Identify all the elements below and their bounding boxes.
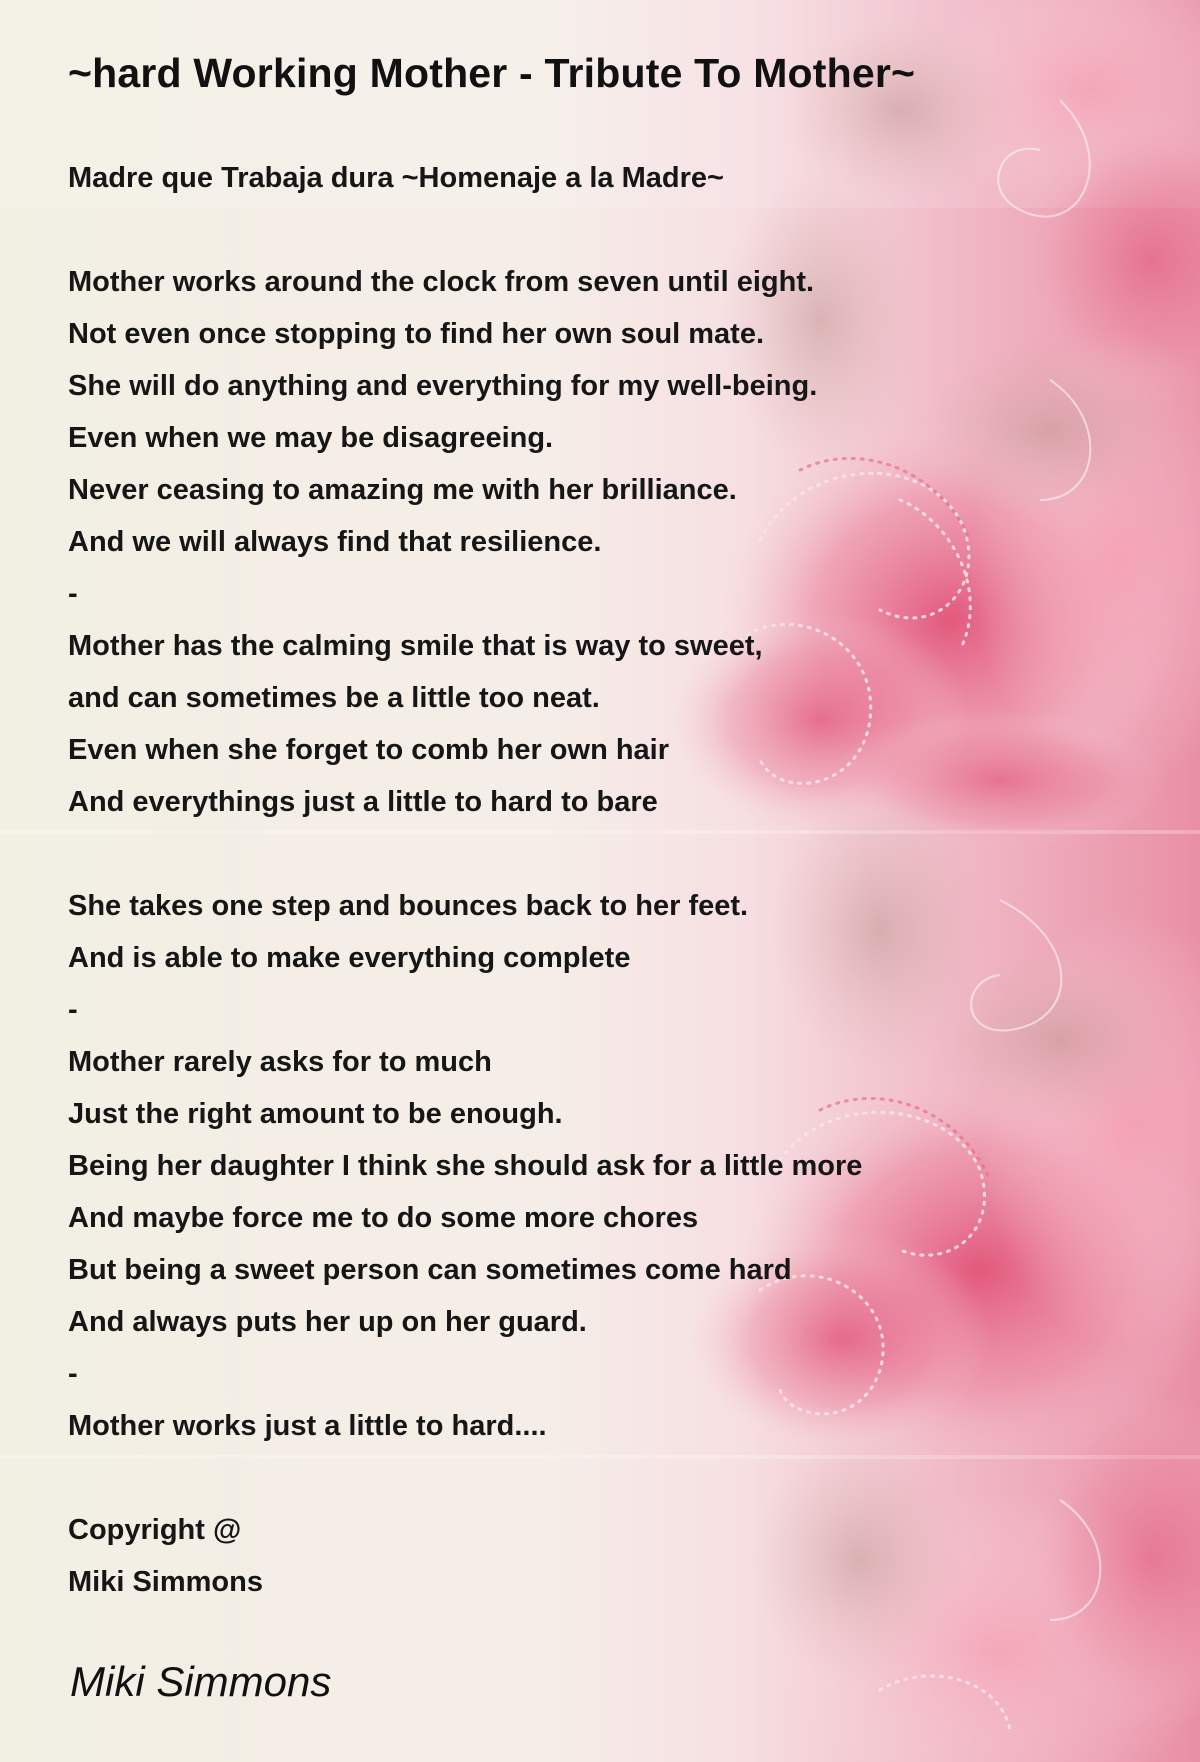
poem-line: Madre que Trabaja dura ~Homenaje a la Madre~ <box>68 162 724 194</box>
copyright-line: Copyright @ <box>68 1514 242 1546</box>
copyright-author: Miki Simmons <box>68 1566 263 1598</box>
poem-line: Being her daughter I think she should ask for a little more <box>68 1150 863 1182</box>
poem-line: And is able to make everything complete <box>68 942 631 974</box>
poem-line <box>68 204 862 256</box>
poem-line: She will do anything and everything for my well-being. <box>68 370 818 402</box>
poem-line: Even when she forget to comb her own hair <box>68 734 670 766</box>
poem-line: She takes one step and bounces back to her feet. <box>68 890 749 922</box>
poem-line: And we will always find that resilience. <box>68 526 602 558</box>
poem-line: and can sometimes be a little too neat. <box>68 682 600 714</box>
poem-line: Not even once stopping to find her own soul mate. <box>68 318 765 350</box>
poem-line: And everythings just a little to hard to bare <box>68 786 658 818</box>
poem-line: Just the right amount to be enough. <box>68 1098 563 1130</box>
poem-line: Even when we may be disagreeing. <box>68 422 554 454</box>
poem-line: Mother works just a little to hard.... <box>68 1410 547 1442</box>
poem-line <box>68 828 862 880</box>
stanza-separator: - <box>68 1358 78 1390</box>
poem-line: Mother has the calming smile that is way to sweet, <box>68 630 763 662</box>
poem-line: And maybe force me to do some more chores <box>68 1202 699 1234</box>
poem-line <box>68 1452 862 1504</box>
poem-title: ~hard Working Mother - Tribute To Mother~ <box>68 50 916 96</box>
poem-body <box>68 152 862 1608</box>
poem-line: Mother works around the clock from seven until eight. <box>68 266 815 298</box>
stanza-separator: - <box>68 578 78 610</box>
poem-line: Never ceasing to amazing me with her brilliance. <box>68 474 737 506</box>
poem-line: But being a sweet person can sometimes come hard <box>68 1254 792 1286</box>
author-signature: Miki Simmons <box>70 1658 332 1705</box>
poem-line: And always puts her up on her guard. <box>68 1306 587 1338</box>
poem-line: Mother rarely asks for to much <box>68 1046 492 1078</box>
stanza-separator: - <box>68 994 78 1026</box>
